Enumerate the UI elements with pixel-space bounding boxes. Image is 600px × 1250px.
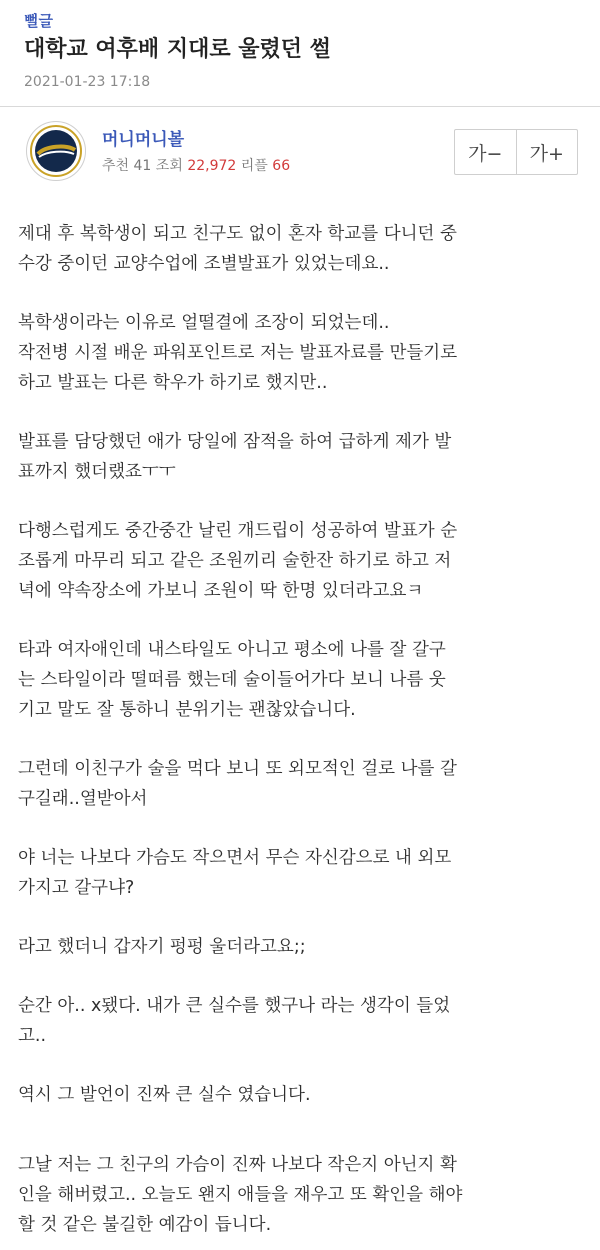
avatar[interactable] [26,121,86,181]
post-header [0,0,600,92]
font-size-control [454,129,578,175]
post-stats [102,155,290,175]
board-name-link[interactable]: 뻘글 [24,12,53,30]
font-decrease-button[interactable]: 가− [468,142,503,165]
views-label: 조회 [155,158,183,174]
post-paragraph: 라고 했더니 갑자기 펑펑 울더라고요;; [18,937,306,957]
post-paragraph: 제대 후 복학생이 되고 친구도 없이 혼자 학교를 다니던 중 수강 중이던 교양수업에 조별발표가 있었는데요.. [18,224,457,274]
replies-label: 리플 [240,158,268,174]
recommend-count: 41 [133,158,152,174]
author-name[interactable]: 머니머니볼 [102,130,185,150]
author-bar [0,107,600,187]
post-paragraph: 그런데 이친구가 술을 먹다 보니 또 외모적인 걸로 나를 갈 구길래..열받아서 [18,759,457,809]
post-paragraph: 복학생이라는 이유로 얼떨결에 조장이 되었는데.. 작전병 시절 배운 파워포인트로 저는 발표자료를 만들기로 하고 발표는 다른 학우가 하기로 했지만.. [18,313,458,393]
post-title: 대학교 여후배 지대로 울렸던 썰 [24,37,331,62]
post-date: 2021-01-23 17:18 [24,74,151,90]
font-increase-button[interactable]: 가+ [516,130,578,174]
post-paragraph: 타과 여자애인데 내스타일도 아니고 평소에 나를 잘 갈구 는 스타일이라 떨떠름 했는데 술이들어가다 보니 나름 웃 기고 말도 잘 통하니 분위기는 괜찮았습니다. [18,640,446,720]
recommend-label: 추천 [102,158,130,174]
replies-count: 66 [272,158,291,174]
brewers-logo-icon [29,124,83,178]
post-paragraph: 순간 아.. x됐다. 내가 큰 실수를 했구나 라는 생각이 들었 고.. [18,996,451,1046]
post-paragraph: 발표를 담당했던 애가 당일에 잠적을 하여 급하게 제가 발 표까지 했더랬죠ㅜㅜ [18,432,452,482]
views-count: 22,972 [187,158,237,174]
post-paragraph: 그날 저는 그 친구의 가슴이 진짜 나보다 작은지 아닌지 확 인을 해버렸고.. 오늘도 왠지 애들을 재우고 또 확인을 해야 할 것 같은 불길한 예감이 듭니다. [18,1155,463,1235]
post-body [0,187,600,1240]
post-paragraph: 야 너는 나보다 가슴도 작으면서 무슨 자신감으로 내 외모 가지고 갈구냐? [18,848,452,898]
post-paragraph: 다행스럽게도 중간중간 날린 개드립이 성공하여 발표가 순 조롭게 마무리 되고 같은 조원끼리 술한잔 하기로 하고 저 녁에 약속장소에 가보니 조원이 딱 한명 있더라고요ㅋ [18,521,458,601]
post-paragraph: 역시 그 발언이 진짜 큰 실수 였습니다. [18,1085,311,1105]
